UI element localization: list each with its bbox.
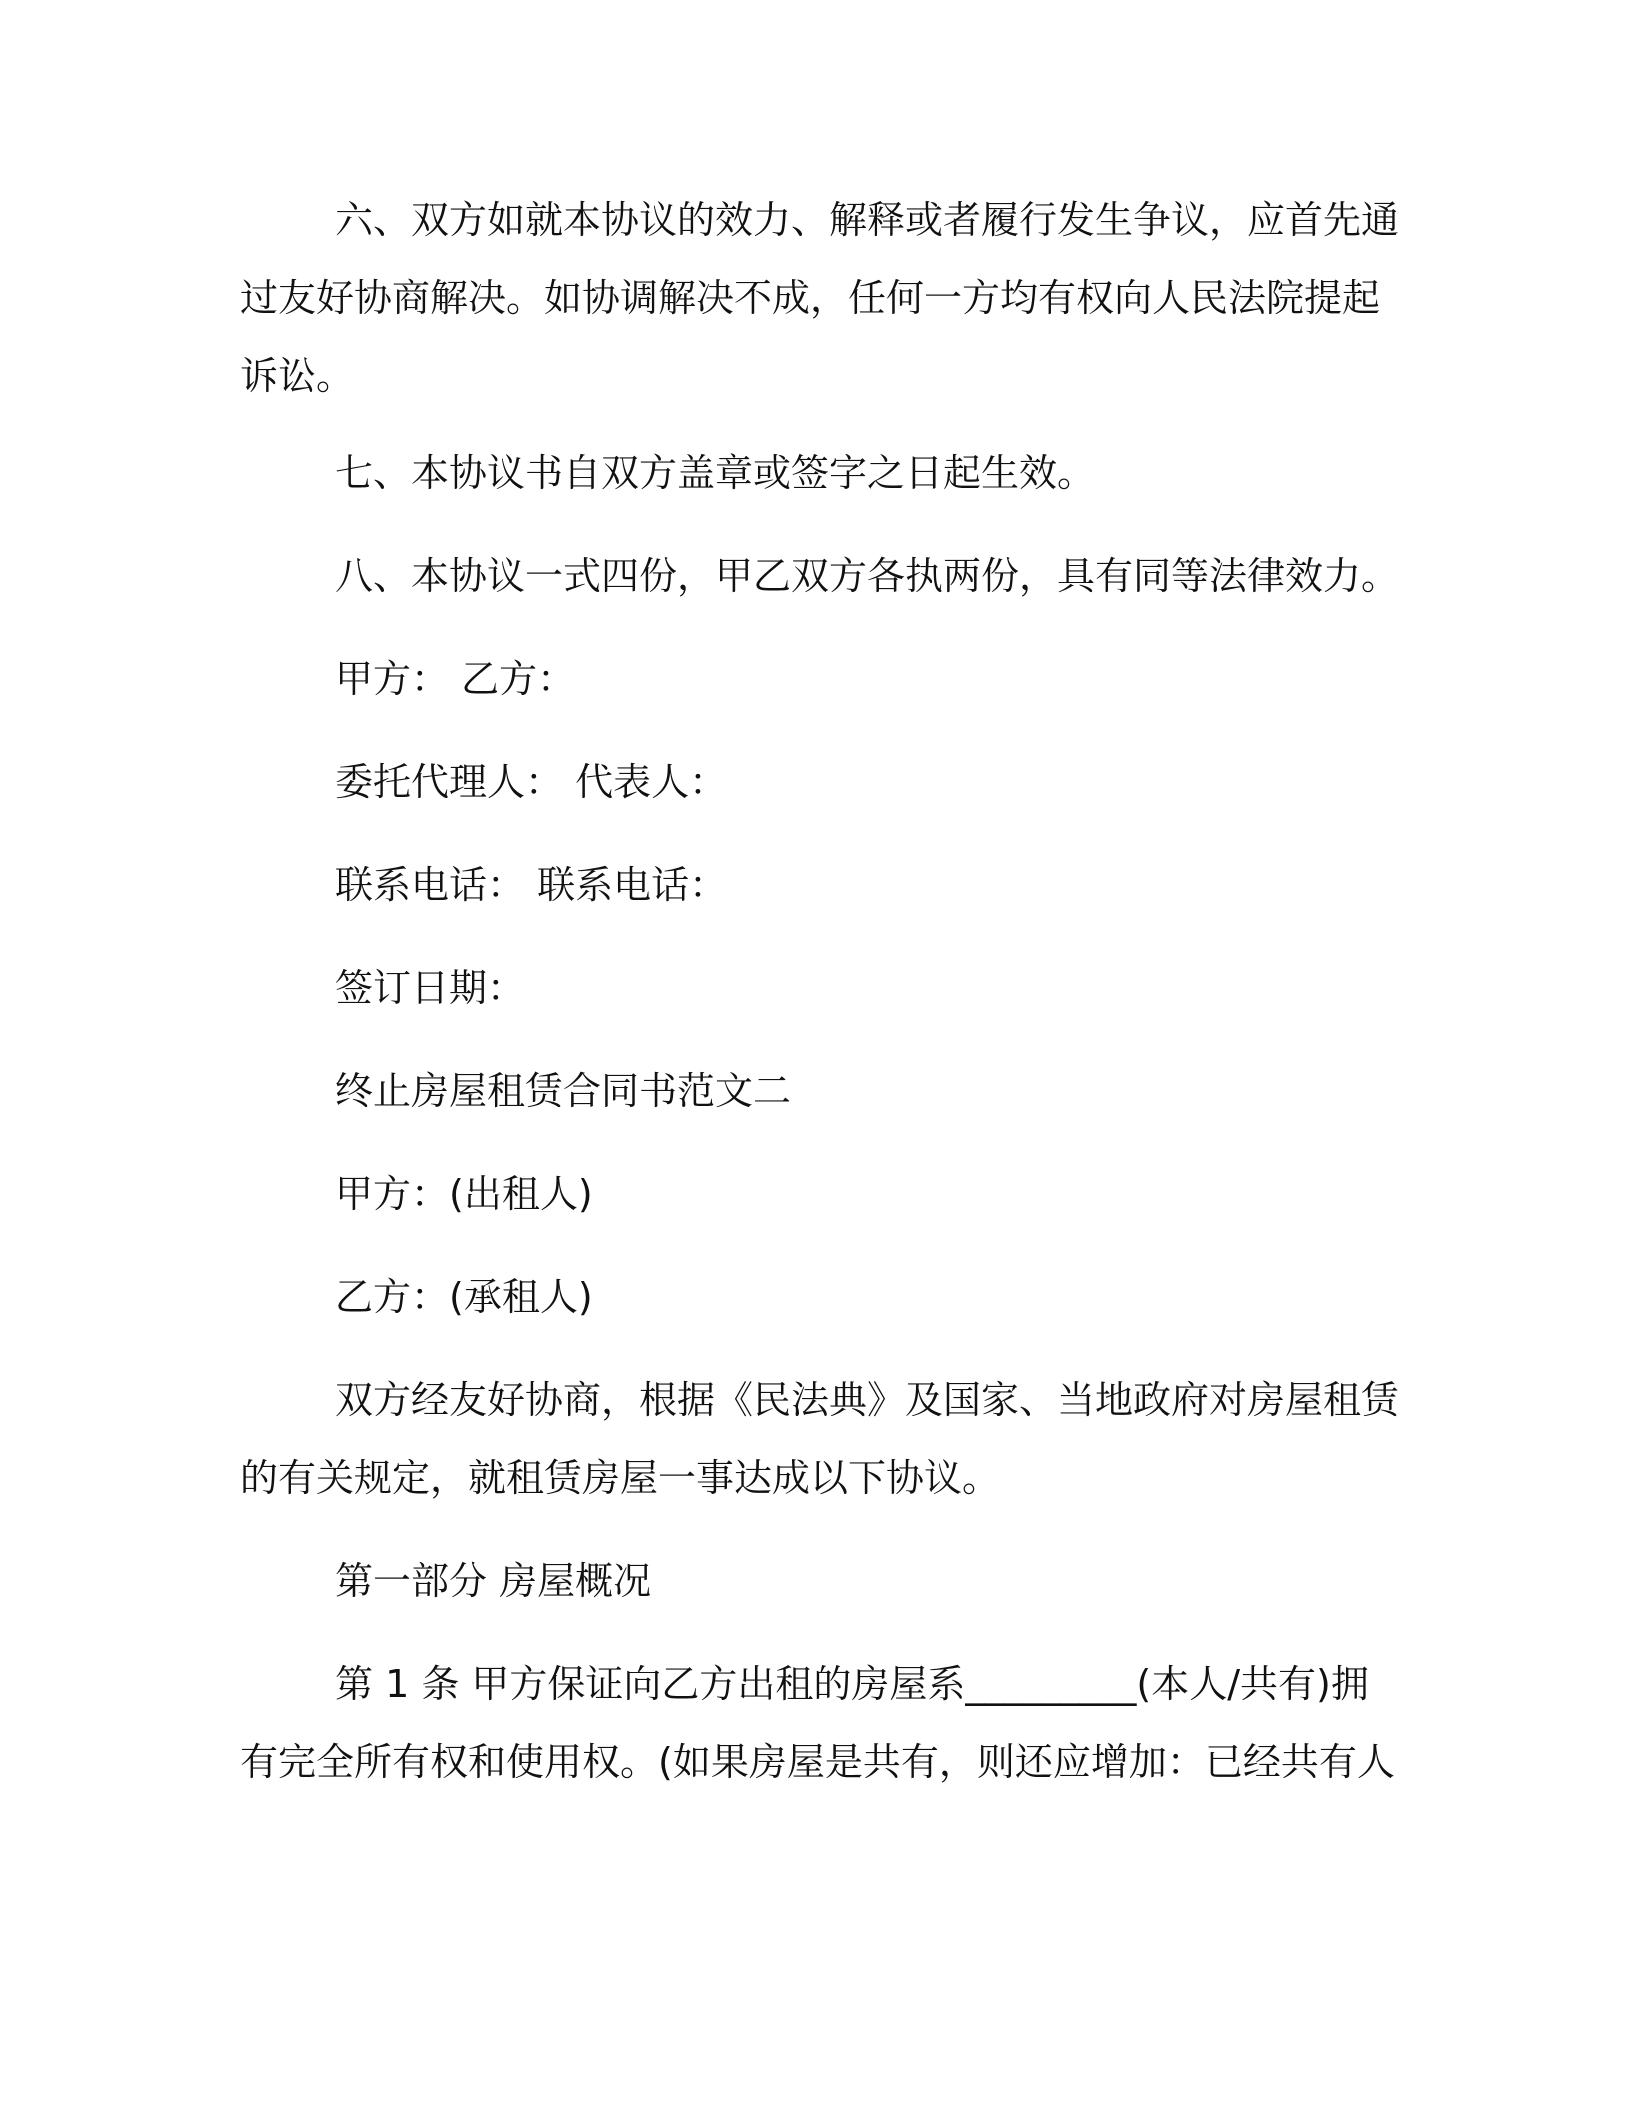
text-line: 第一部分 房屋概况	[335, 1559, 652, 1603]
article-1-paragraph	[240, 1645, 1395, 1801]
text-line: 甲方： 乙方：	[335, 657, 576, 701]
text-line: 签订日期：	[335, 966, 526, 1010]
text-line: 双方经友好协商，根据《民法典》及国家、当地政府对房屋租赁	[335, 1378, 1400, 1422]
text-line: 八、本协议一式四份，甲乙双方各执两份，具有同等法律效力。	[335, 554, 1400, 598]
text-line: 终止房屋租赁合同书范文二	[335, 1069, 792, 1113]
text-line: 的有关规定，就租赁房屋一事达成以下协议。	[240, 1456, 1001, 1500]
text-line: 过友好协商解决。如协调解决不成，任何一方均有权向人民法院提起	[240, 276, 1381, 320]
section-title	[240, 1052, 1380, 1130]
phone-labels	[240, 846, 1380, 924]
text-line: 七、本协议书自双方盖章或签字之日起生效。	[335, 451, 1096, 495]
lessor-label	[240, 1155, 1380, 1233]
text-line: 联系电话： 联系电话：	[335, 863, 728, 907]
part-heading	[240, 1542, 1380, 1620]
text-line: 诉讼。	[240, 354, 355, 398]
paragraph-article-7	[240, 434, 1380, 512]
lessee-label	[240, 1258, 1380, 1336]
paragraph-article-6	[240, 181, 1400, 415]
text-line: 乙方：(承租人)	[335, 1275, 593, 1319]
text-line: 第 1 条 甲方保证向乙方出租的房屋系_________(本人/共有)拥	[335, 1662, 1369, 1706]
text-line: 六、双方如就本协议的效力、解释或者履行发生争议，应首先通	[335, 198, 1400, 242]
signing-date-label	[240, 949, 1380, 1027]
text-line: 委托代理人： 代表人：	[335, 760, 728, 804]
agent-labels	[240, 743, 1380, 821]
text-line: 有完全所有权和使用权。(如果房屋是共有，则还应增加：已经共有人	[240, 1740, 1395, 1784]
text-line: 甲方：(出租人)	[335, 1172, 593, 1216]
party-labels	[240, 640, 1380, 718]
preamble-paragraph	[240, 1361, 1400, 1517]
paragraph-article-8	[240, 537, 1400, 615]
